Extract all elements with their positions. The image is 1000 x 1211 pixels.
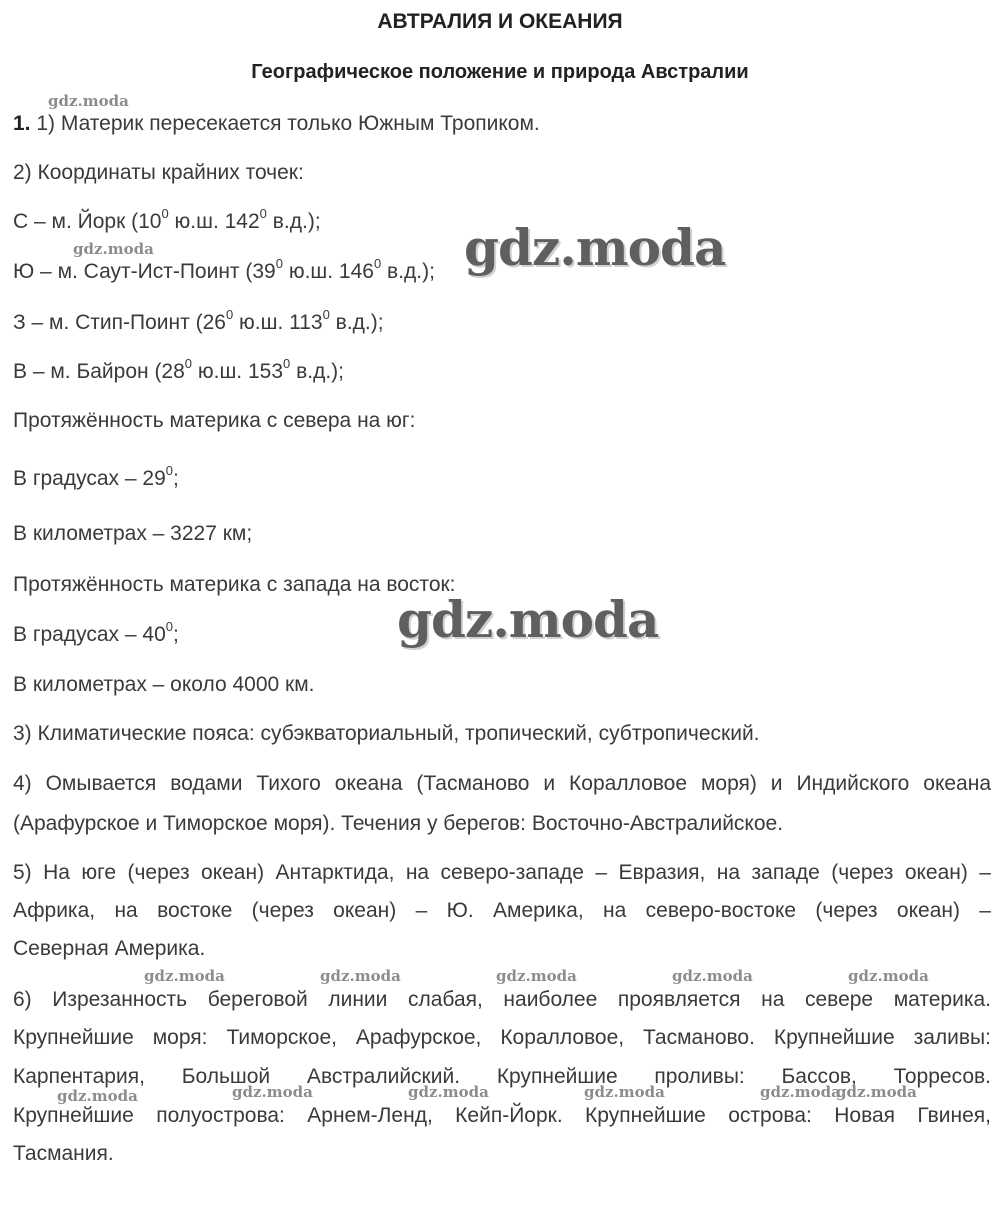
item-1-number: 1. — [13, 112, 31, 135]
watermark-small: gdz.moda — [496, 967, 577, 985]
item-1-line — [13, 112, 540, 136]
item-6-line-5: Тасмания. — [13, 1142, 114, 1165]
watermark-small: gdz.moda — [232, 1083, 313, 1101]
coord-west: З – м. Стип-Поинт ($26^0$ ю.ш. $113^0$ в.д.); — [13, 307, 384, 334]
item-6-line-1: 6) Изрезанность береговой линии слабая, наиболее проявляется на севере материка. — [13, 988, 991, 1011]
section-subtitle: Географическое положение и природа Австралии — [251, 61, 749, 83]
watermark-large: gdz.moda — [397, 590, 659, 649]
item-6-line-2: Крупнейшие моря: Тиморское, Арафурское, Коралловое, Тасманово. Крупнейшие заливы: — [13, 1026, 991, 1049]
watermark-small: gdz.moda — [57, 1087, 138, 1105]
watermark-small: gdz.moda — [836, 1083, 917, 1101]
item-3: 3) Климатические пояса: субэкваториальный, тропический, субтропический. — [13, 722, 760, 745]
watermark-small: gdz.moda — [408, 1083, 489, 1101]
coords-heading: 2) Координаты крайних точек: — [13, 161, 304, 184]
we-degrees: В градусах – $40^0$; — [13, 619, 179, 646]
item-4-line-1: 4) Омывается водами Тихого океана (Тасманово и Коралловое моря) и Индийского океана — [13, 772, 991, 795]
watermark-small: gdz.moda — [848, 967, 929, 985]
item-6-line-3: Карпентария, Большой Австралийский. Крупнейшие проливы: Бассов, Торресов. — [13, 1065, 991, 1088]
item-6-line-4: Крупнейшие полуострова: Арнем-Ленд, Кейп-Йорк. Крупнейшие острова: Новая Гвинея, — [13, 1104, 991, 1127]
watermark-small: gdz.moda — [672, 967, 753, 985]
watermark-large: gdz.moda — [464, 218, 726, 277]
watermark-small: gdz.moda — [48, 92, 129, 110]
we-extent-heading: Протяжённость материка с запада на восток: — [13, 573, 456, 596]
item-5-line-3: Северная Америка. — [13, 937, 206, 960]
coord-south: Ю – м. Саут-Ист-Поинт ($39^0$ ю.ш. $146^0$ в.д.); — [13, 256, 435, 283]
item-4-line-2: (Арафурское и Тиморское моря). Течения у берегов: Восточно-Австралийское. — [13, 812, 784, 835]
watermark-small: gdz.moda — [320, 967, 401, 985]
item-5-line-1: 5) На юге (через океан) Антарктида, на северо-западе – Евразия, на западе (через океан) – — [13, 861, 991, 884]
ns-km: В километрах – 3227 км; — [13, 522, 253, 545]
coord-east: В – м. Байрон ($28^0$ ю.ш. $153^0$ в.д.); — [13, 356, 344, 383]
item-1-text: 1) Материк пересекается только Южным Тропиком. — [30, 112, 540, 135]
we-km: В километрах – около 4000 км. — [13, 673, 315, 696]
watermark-small: gdz.moda — [760, 1083, 841, 1101]
watermark-small: gdz.moda — [584, 1083, 665, 1101]
ns-degrees: В градусах – $29^0$; — [13, 463, 179, 490]
watermark-small: gdz.moda — [144, 967, 225, 985]
item-5-line-2: Африка, на востоке (через океан) – Ю. Америка, на северо-востоке (через океан) – — [13, 899, 991, 922]
coord-north: С – м. Йорк ($10^0$ ю.ш. $142^0$ в.д.); — [13, 206, 321, 233]
ns-extent-heading: Протяжённость материка с севера на юг: — [13, 409, 416, 432]
watermark-small: gdz.moda — [73, 240, 154, 258]
page-title: АВТРАЛИЯ И ОКЕАНИЯ — [377, 10, 623, 33]
